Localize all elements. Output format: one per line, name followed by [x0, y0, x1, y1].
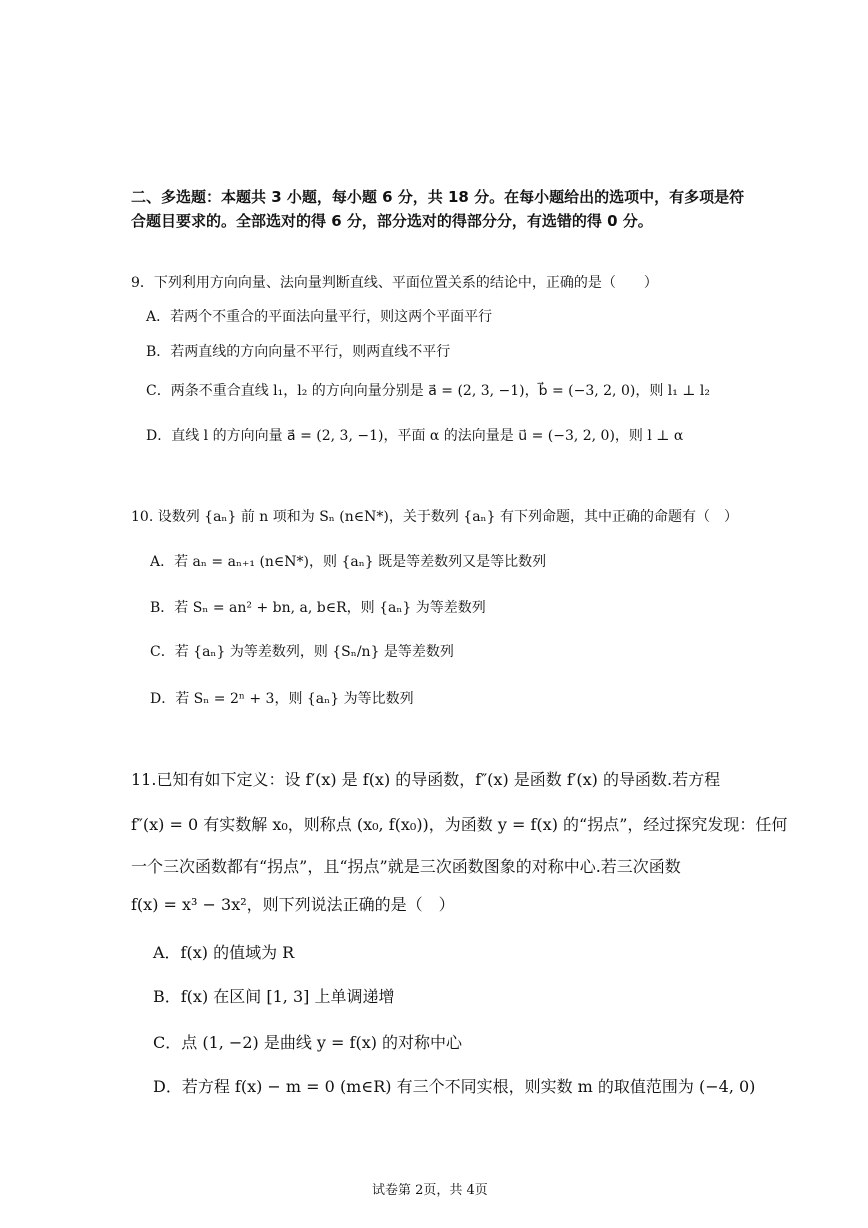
q9-option-b: B．若两直线的方向向量不平行，则两直线不平行: [146, 344, 451, 360]
q11-option-d: D．若方程 f(x) − m = 0 (m∈R) 有三个不同实根，则实数 m 的取值范围为 (−4, 0): [153, 1077, 756, 1096]
q11-option-b: B．f(x) 在区间 [1, 3] 上单调递增: [153, 987, 395, 1006]
section-header-line-1: 二、多选题：本题共 3 小题，每小题 6 分，共 18 分。在每小题给出的选项中，有多项是符: [131, 188, 745, 206]
q9-option-a: A．若两个不重合的平面法向量平行，则这两个平面平行: [146, 309, 493, 325]
q11-option-c: C．点 (1, −2) 是曲线 y = f(x) 的对称中心: [153, 1033, 463, 1052]
section-header-line-2: 合题目要求的。全部选对的得 6 分，部分选对的得部分分，有选错的得 0 分。: [131, 212, 653, 230]
page-footer: 试卷第 2页，共 4页: [372, 1183, 488, 1198]
q9-option-d: D．直线 l 的方向向量 a⃗ = (2, 3, −1)，平面 α 的法向量是 u⃗ = (−3, 2, 0)，则 l ⊥ α: [146, 428, 684, 444]
q11-stem-line-3: 一个三次函数都有“拐点”，且“拐点”就是三次函数图象的对称中心.若三次函数: [131, 857, 681, 876]
q10-option-b: B．若 Sₙ = an² + bn, a, b∈R，则 {aₙ} 为等差数列: [150, 600, 486, 616]
q9-option-c: C．两条不重合直线 l₁，l₂ 的方向向量分别是 a⃗ = (2, 3, −1)，b⃗ = (−3, 2, 0)，则 l₁ ⊥ l₂: [146, 383, 711, 399]
q10-option-d: D．若 Sₙ = 2ⁿ + 3，则 {aₙ} 为等比数列: [150, 691, 414, 707]
q10-option-c: C．若 {aₙ} 为等差数列，则 {Sₙ/n} 是等差数列: [150, 644, 454, 660]
q11-option-a: A．f(x) 的值域为 R: [153, 943, 295, 962]
q11-stem-line-4: f(x) = x³ − 3x²，则下列说法正确的是（ ）: [131, 895, 455, 914]
q11-stem-line-2: f″(x) = 0 有实数解 x₀，则称点 (x₀, f(x₀))，为函数 y = f(x) 的“拐点”，经过探究发现：任何: [131, 815, 788, 834]
q9-stem: 9．下列利用方向向量、法向量判断直线、平面位置关系的结论中，正确的是（ ）: [131, 275, 658, 291]
q10-stem: 10. 设数列 {aₙ} 前 n 项和为 Sₙ (n∈N*)，关于数列 {aₙ} 有下列命题，其中正确的命题有（ ）: [131, 509, 738, 525]
q10-option-a: A．若 aₙ = aₙ₊₁ (n∈N*)，则 {aₙ} 既是等差数列又是等比数列: [150, 554, 547, 570]
q11-stem-line-1: 11.已知有如下定义：设 f′(x) 是 f(x) 的导函数，f″(x) 是函数 f′(x) 的导函数.若方程: [131, 770, 721, 789]
